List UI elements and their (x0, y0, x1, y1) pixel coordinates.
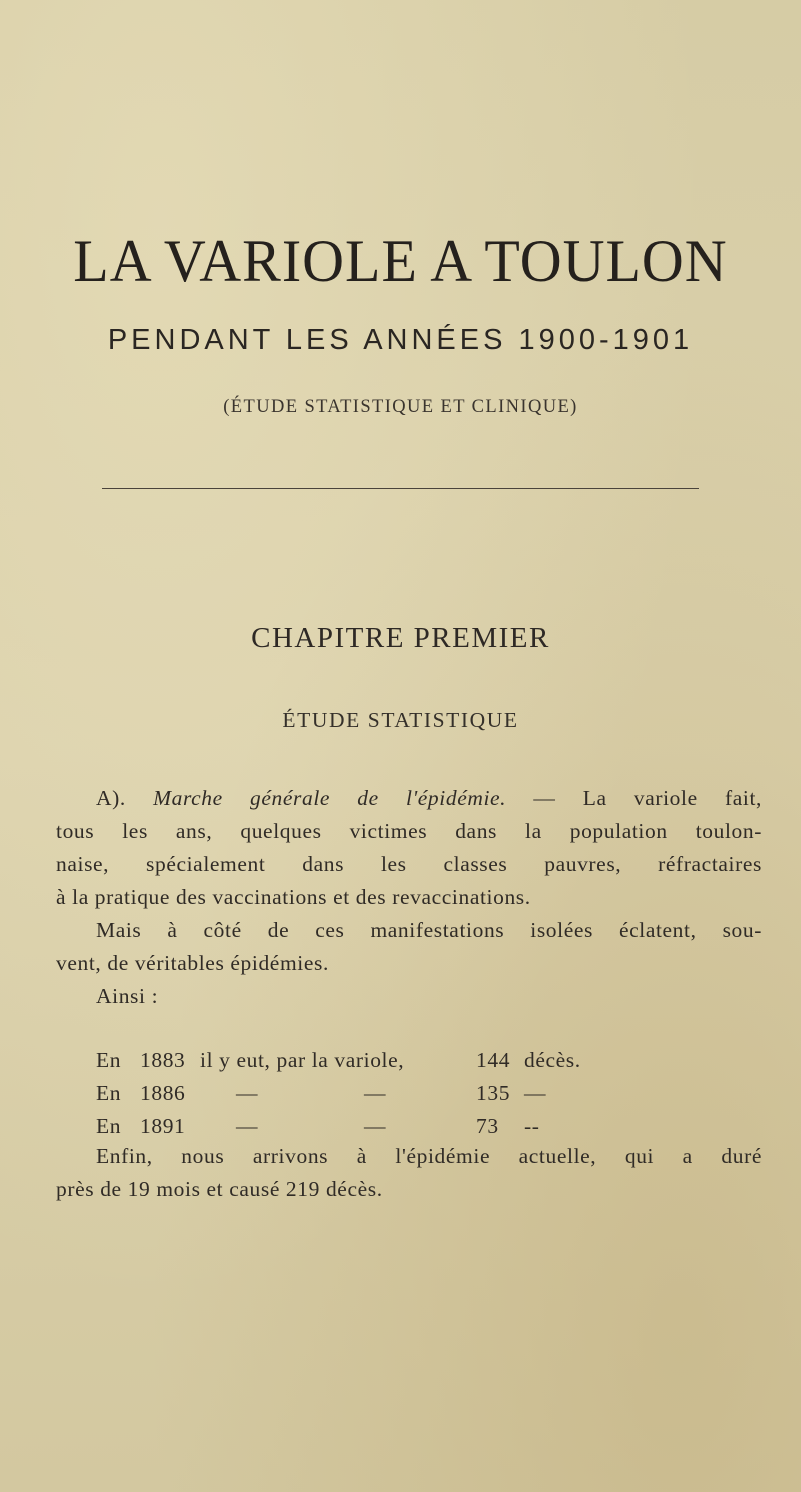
stat-prefix: En (96, 1048, 122, 1072)
section-heading: ÉTUDE STATISTIQUE (282, 708, 519, 732)
stat-year: 1883 (140, 1048, 186, 1072)
chapter-heading: CHAPITRE PREMIER (251, 622, 550, 654)
paragraph-first-line (56, 782, 762, 815)
paragraph-line: à la pratique des vaccinations et des revaccinations. (56, 885, 531, 909)
page-subtitle: PENDANT LES ANNÉES 1900-1901 (107, 324, 694, 356)
stat-death-count: 135 (476, 1081, 511, 1105)
stat-death-count: 144 (476, 1048, 511, 1072)
paragraph-line: Enfin, nous arrivons à l'épidémie actuelle, qui a duré (96, 1144, 762, 1168)
paragraph-epidemics (56, 914, 762, 980)
paragraph-text: — La variole fait, (533, 786, 763, 810)
italic-heading: Marche générale de l'épidémie. (153, 786, 507, 810)
section-label: A). (96, 786, 126, 810)
ditto-mark: — (364, 1081, 387, 1105)
study-type-note: (ÉTUDE STATISTIQUE ET CLINIQUE) (223, 397, 578, 417)
page-title: LA VARIOLE A TOULON (73, 226, 728, 295)
stat-year: 1886 (140, 1081, 186, 1105)
ditto-mark: — (236, 1081, 259, 1105)
ditto-mark: -- (524, 1114, 540, 1138)
paragraph-line: près de 19 mois et causé 219 décès. (56, 1177, 383, 1201)
divider-rule (102, 488, 699, 489)
paragraph-line: Mais à côté de ces manifestations isolées éclatent, sou- (96, 918, 762, 942)
paragraph-current-epidemic (56, 1140, 762, 1206)
paragraph-ainsi: Ainsi : (96, 984, 159, 1008)
ditto-mark: — (524, 1081, 547, 1105)
stat-unit: décès. (524, 1048, 581, 1072)
stat-description: il y eut, par la variole, (200, 1048, 405, 1072)
ditto-mark: — (236, 1114, 259, 1138)
stat-year: 1891 (140, 1114, 186, 1138)
paragraph-line: tous les ans, quelques victimes dans la population toulon- (56, 819, 762, 843)
stat-prefix: En (96, 1081, 122, 1105)
ditto-mark: — (364, 1114, 387, 1138)
paragraph-epidemic-overview (56, 782, 762, 914)
paragraph-line: vent, de véritables épidémies. (56, 951, 329, 975)
stat-prefix: En (96, 1114, 122, 1138)
stat-death-count: 73 (476, 1114, 499, 1138)
paragraph-line: naise, spécialement dans les classes pauvres, réfractaires (56, 852, 762, 876)
